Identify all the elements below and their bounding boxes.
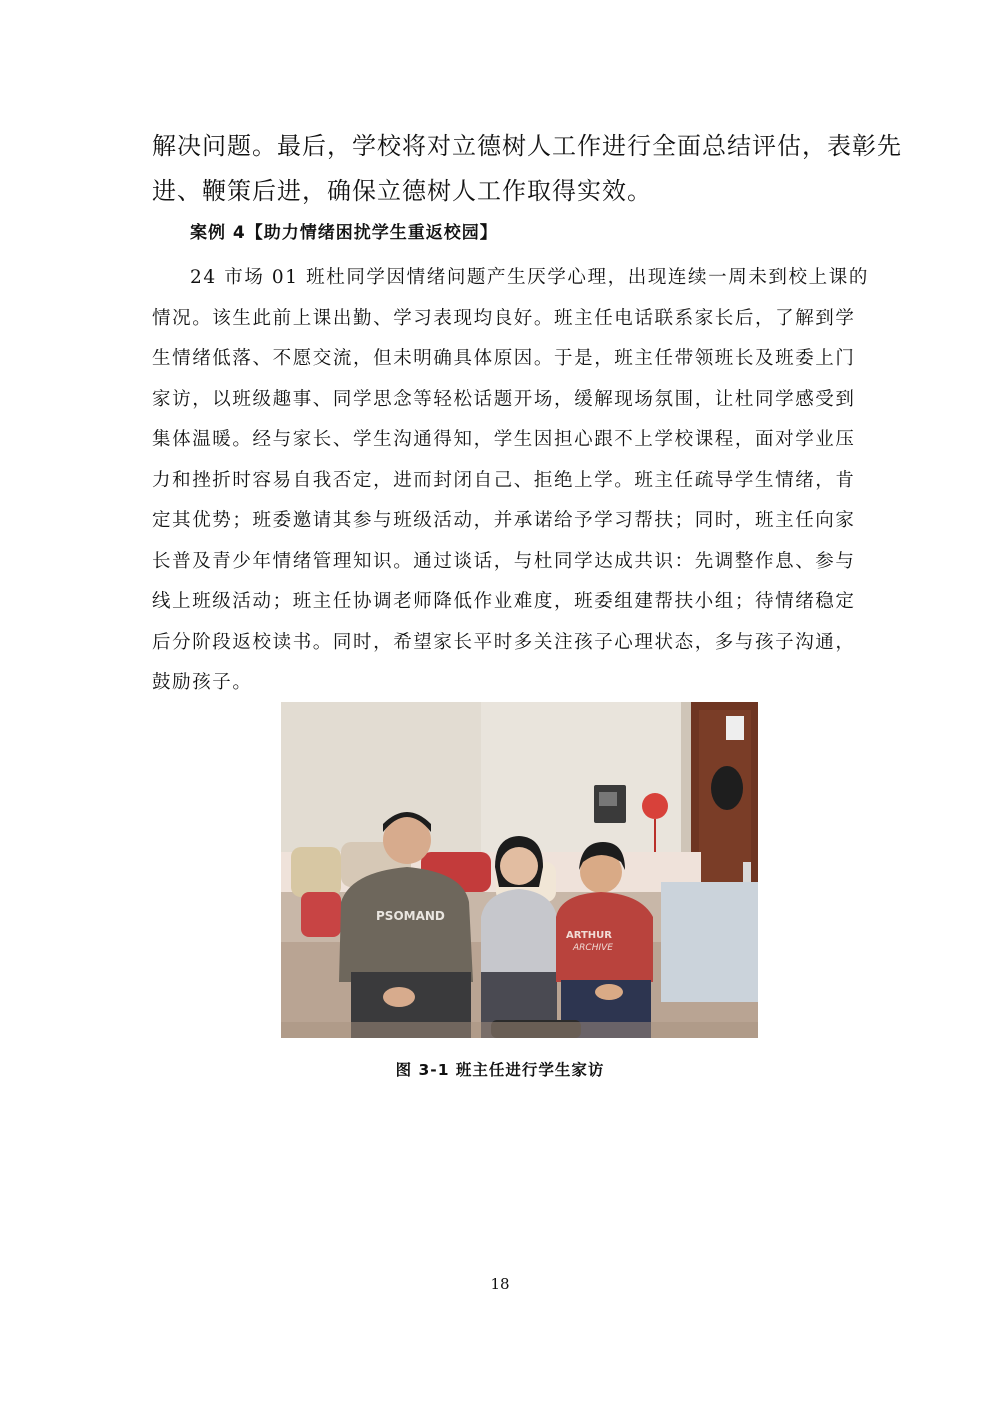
svg-text:PSOMAND: PSOMAND <box>376 909 445 923</box>
svg-text:ARCHIVE: ARCHIVE <box>573 943 613 953</box>
text-line: 解决问题。最后，学校将对立德树人工作进行全面总结评估，表彰先 <box>152 132 902 160</box>
text-line: 生情绪低落、不愿交流，但未明确具体原因。于是，班主任带领班长及班委上门 <box>152 348 856 369</box>
text-line: 线上班级活动；班主任协调老师降低作业难度，班委组建帮扶小组；待情绪稳定 <box>152 591 856 612</box>
home-visit-photo <box>281 702 758 1038</box>
text-line: 集体温暖。经与家长、学生沟通得知，学生因担心跟不上学校课程，面对学业压 <box>152 429 856 450</box>
text-line: 力和挫折时容易自我否定，进而封闭自己、拒绝上学。班主任疏导学生情绪，肯 <box>152 469 856 491</box>
intro-paragraph <box>152 124 902 214</box>
case-title: 案例 4【助力情绪困扰学生重返校园】 <box>190 223 498 243</box>
page-number: 18 <box>490 1275 510 1293</box>
text-line: 鼓励孩子。 <box>152 672 253 693</box>
text-line: 24 市场 01 班杜同学因情绪问题产生厌学心理，出现连续一周未到校上课的 <box>190 267 869 288</box>
figure-caption: 图 3-1 班主任进行学生家访 <box>395 1061 605 1079</box>
text-line: 定其优势；班委邀请其参与班级活动，并承诺给予学习帮扶；同时，班主任向家 <box>152 510 856 531</box>
svg-text:ARTHUR: ARTHUR <box>566 930 613 941</box>
text-line: 家访，以班级趣事、同学思念等轻松话题开场，缓解现场氛围，让杜同学感受到 <box>152 388 856 410</box>
case-paragraph <box>152 258 869 704</box>
text-line: 后分阶段返校读书。同时，希望家长平时多关注孩子心理状态，多与孩子沟通， <box>152 631 856 653</box>
text-line: 情况。该生此前上课出勤、学习表现均良好。班主任电话联系家长后，了解到学 <box>152 307 856 329</box>
text-line: 长普及青少年情绪管理知识。通过谈话，与杜同学达成共识：先调整作息、参与 <box>152 550 856 572</box>
text-line: 进、鞭策后进，确保立德树人工作取得实效。 <box>152 177 652 205</box>
